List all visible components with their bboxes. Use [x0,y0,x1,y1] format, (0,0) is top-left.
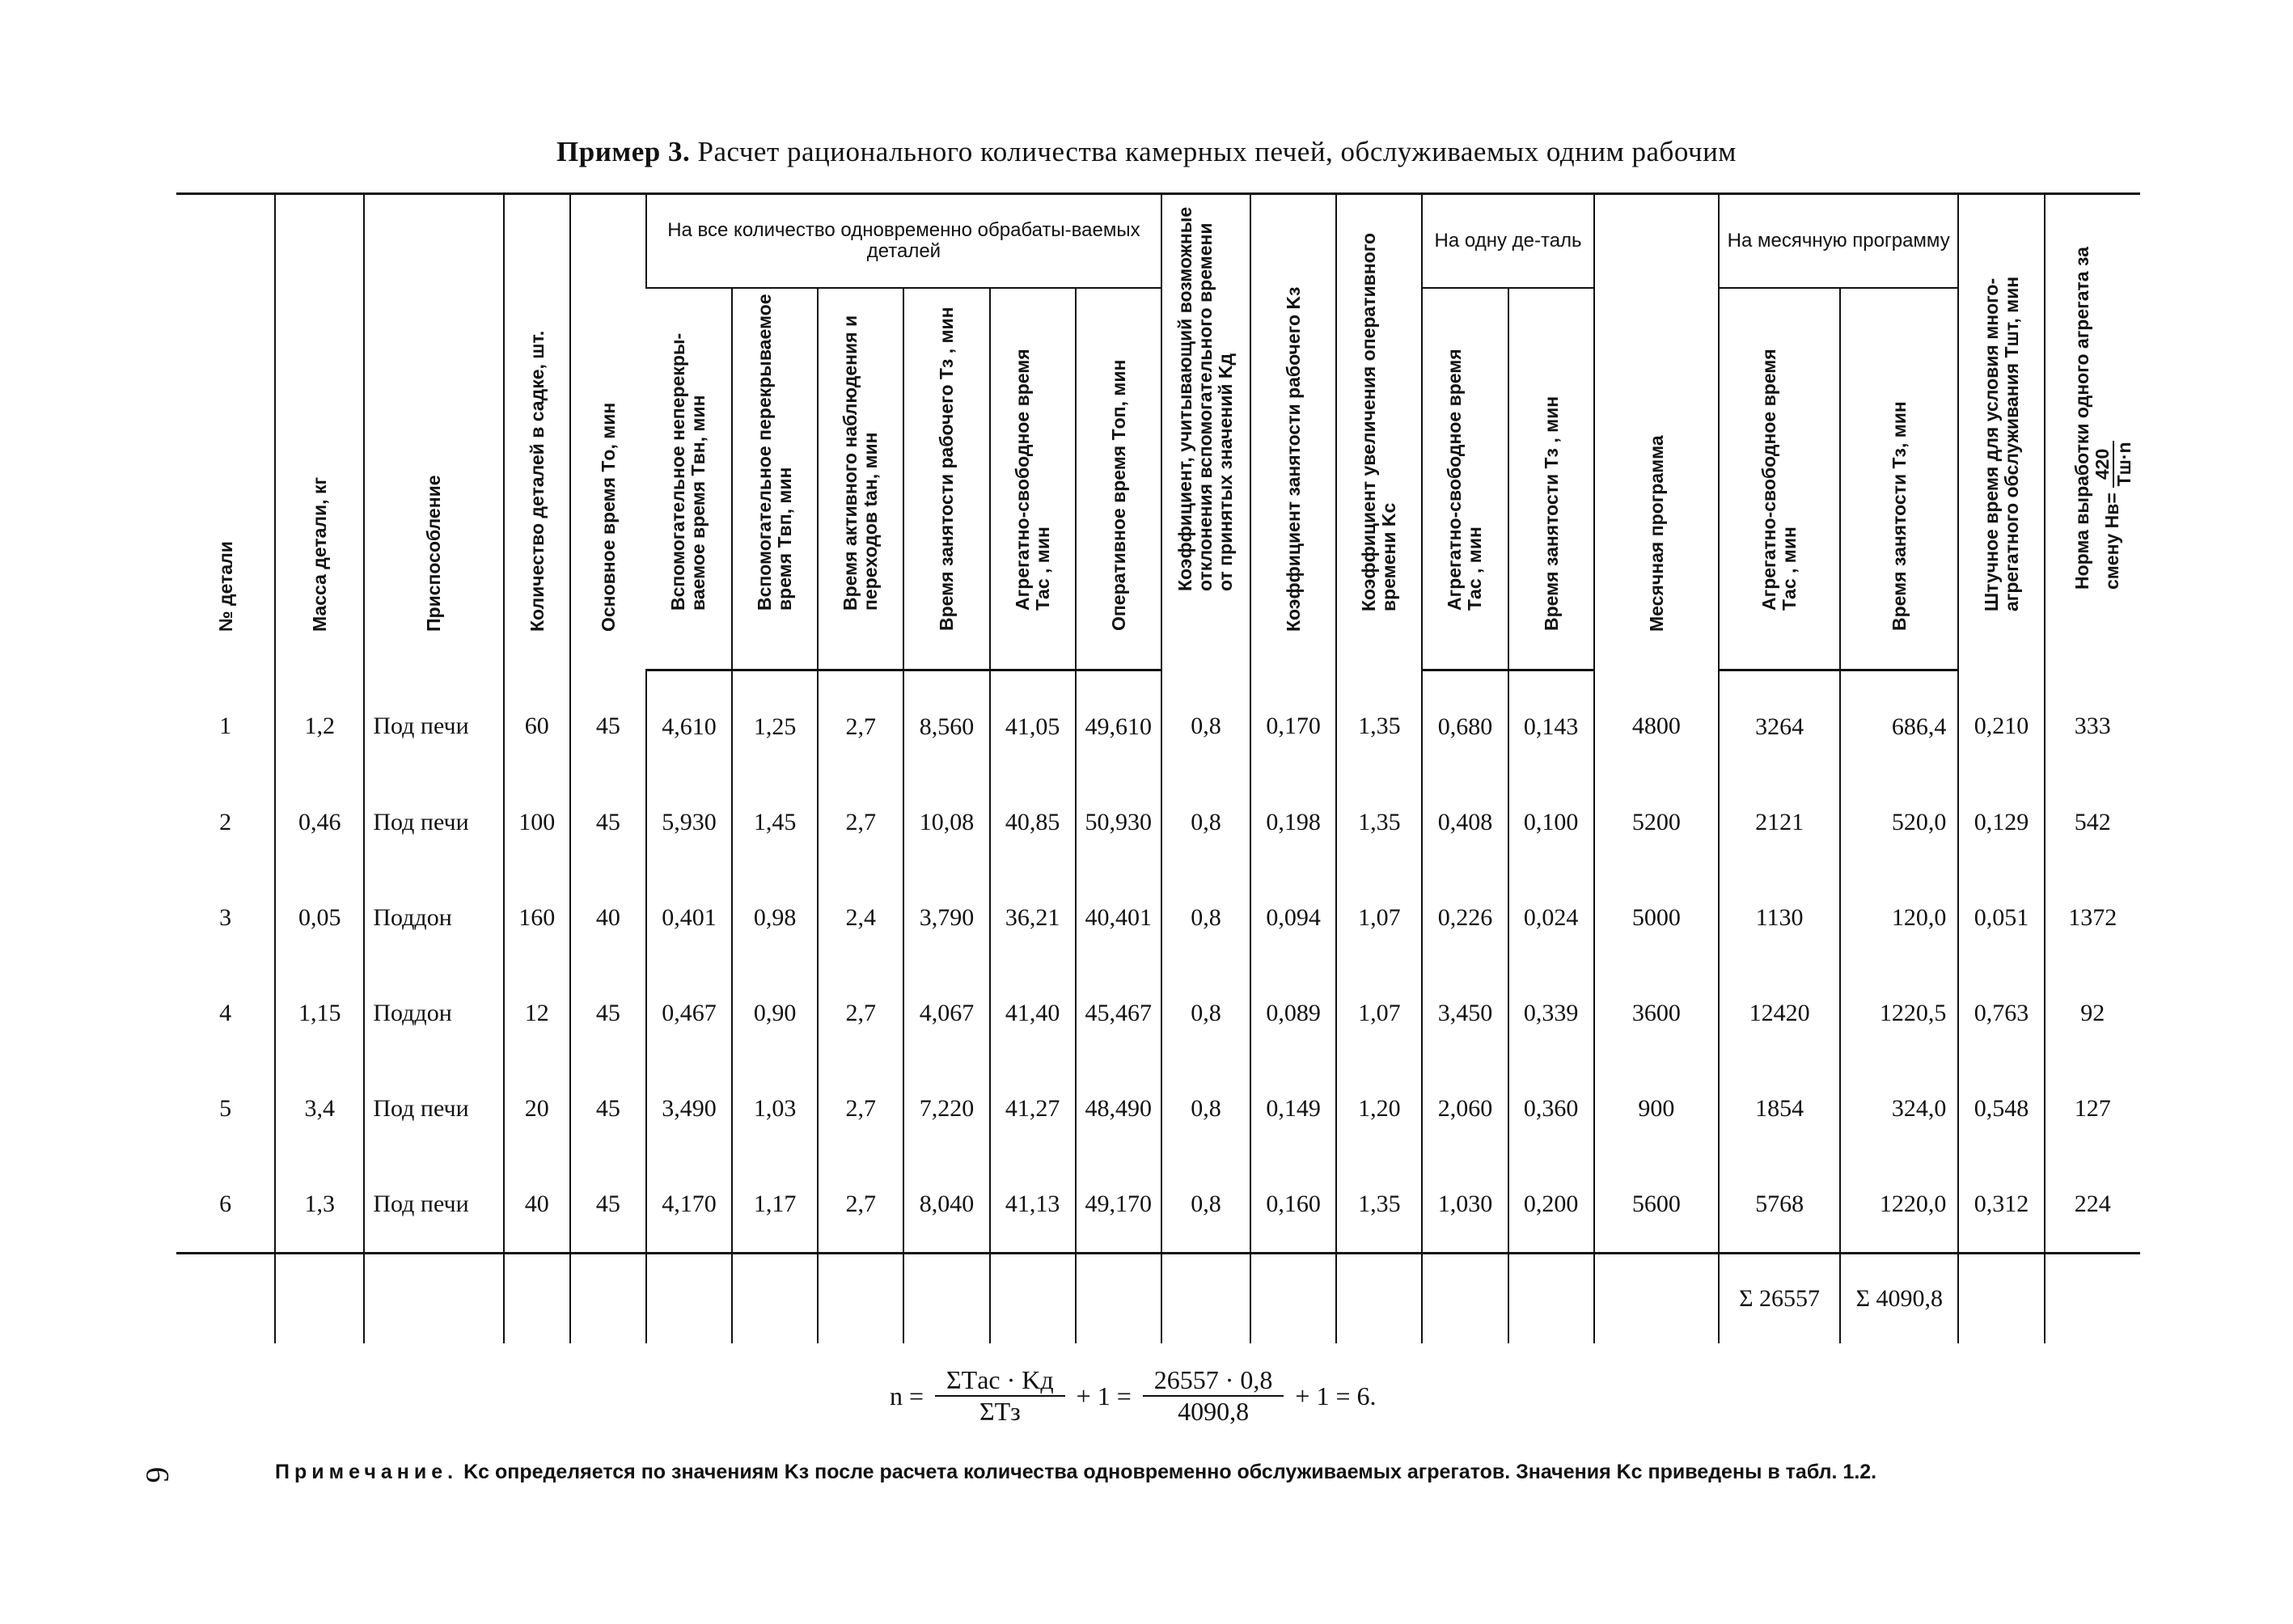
cell-tas: 41,05 [990,670,1076,775]
cell-tas-monthly: 2121 [1719,775,1840,870]
cell-monthly-program: 5600 [1594,1157,1719,1254]
cell-main-time: 45 [570,775,646,870]
cell-tz-monthly: 324,0 [1840,1061,1958,1157]
cell-tz-per-part: 0,360 [1508,1061,1594,1157]
cell-mass: 1,3 [275,1157,364,1254]
cell-kc: 1,07 [1336,870,1422,966]
table-row [176,775,2140,870]
title-text: Расчет рационального количества камерных печей, обслуживаемых одним рабочим [697,136,1737,167]
cell-output-norm: 224 [2045,1157,2140,1254]
header-qty: Количество деталей в садке, шт. [504,194,570,670]
header-kz: Коэффициент занятости рабочего Kз [1250,194,1336,670]
calculation-table [176,192,2140,1343]
cell-main-time: 45 [570,670,646,775]
cell-part-no: 5 [219,1094,232,1122]
cell-tz-monthly: 1220,0 [1840,1157,1958,1254]
cell-tz-per-part: 0,143 [1508,670,1594,775]
cell-piece-time: 0,210 [1958,670,2044,775]
cell-tas-per-part: 3,450 [1422,966,1508,1061]
cell-tz: 10,08 [903,775,989,870]
footnote-label: Примечание. [275,1461,459,1483]
header-fixture: Приспособление [364,194,503,670]
cell-kd: 0,8 [1161,775,1250,870]
cell-tan: 2,7 [818,1157,903,1254]
group-header-monthly: На месячную программу [1719,194,1958,289]
cell-output-norm: 333 [2045,670,2140,775]
page-number: 6 [139,1466,176,1483]
cell-mass: 0,46 [275,775,364,870]
totals-row [176,1253,2140,1343]
cell-tz: 8,040 [903,1157,989,1254]
cell-tan: 2,7 [818,670,903,775]
cell-qty: 160 [504,870,570,966]
cell-kz: 0,089 [1250,966,1336,1061]
cell-mass: 0,05 [275,870,364,966]
footnote-text: Kс определяется по значениям Kз после расчета количества одновременно обслуживаемых агрегатов. Значения Kс приведены в табл. 1.2. [463,1461,1877,1483]
cell-tz-per-part: 0,200 [1508,1157,1594,1254]
cell-main-time: 40 [570,870,646,966]
cell-monthly-program: 900 [1594,1061,1719,1157]
cell-qty: 40 [504,1157,570,1254]
cell-kz: 0,198 [1250,775,1336,870]
cell-fixture: Под печи [364,775,503,870]
cell-tas-per-part: 0,680 [1422,670,1508,775]
formula-fraction-symbolic: ΣTас · Kд ΣTз [935,1365,1065,1427]
cell-piece-time: 0,312 [1958,1157,2044,1254]
cell-part-no: 3 [219,903,232,931]
cell-kd: 0,8 [1161,1157,1250,1254]
cell-tvp: 1,17 [732,1157,818,1254]
header-mass: Масса детали, кг [275,194,364,670]
cell-fixture: Под печи [364,1157,503,1254]
cell-qty: 100 [504,775,570,870]
cell-tas-per-part: 0,408 [1422,775,1508,870]
cell-fixture: Под печи [364,1061,503,1157]
header-tvp: Вспомогательное перекрываемое время Tвп, мин [732,288,818,670]
cell-main-time: 45 [570,966,646,1061]
cell-part-no: 2 [219,808,232,835]
group-header-all-parts: На все количество одновременно обрабаты-ваемых деталей [646,194,1161,289]
cell-tz-monthly: 686,4 [1840,670,1958,775]
cell-kz: 0,094 [1250,870,1336,966]
header-piece-time: Штучное время для условия много- агрегатного обслуживания Tшт, мин [1958,194,2044,670]
cell-tas: 36,21 [990,870,1076,966]
header-kc: Коэффициент увеличения оперативного времени Kс [1336,194,1422,670]
cell-kc: 1,35 [1336,1157,1422,1254]
cell-kz: 0,149 [1250,1061,1336,1157]
cell-main-time: 45 [570,1061,646,1157]
cell-tan: 2,7 [818,1061,903,1157]
cell-part-no: 1 [219,712,232,739]
cell-piece-time: 0,129 [1958,775,2044,870]
cell-tas: 41,27 [990,1061,1076,1157]
cell-tvn: 3,490 [646,1061,732,1157]
cell-output-norm: 127 [2045,1061,2140,1157]
header-tvn: Вспомогательное неперекры- ваемое время Tвн, мин [646,288,732,670]
cell-qty: 12 [504,966,570,1061]
cell-mass: 1,15 [275,966,364,1061]
cell-tas-monthly: 3264 [1719,670,1840,775]
cell-main-time: 45 [570,1157,646,1254]
cell-tvn: 5,930 [646,775,732,870]
table-row [176,1061,2140,1157]
cell-tas: 41,40 [990,966,1076,1061]
cell-top: 49,170 [1076,1157,1161,1254]
cell-tvn: 4,170 [646,1157,732,1254]
cell-tz-per-part: 0,024 [1508,870,1594,966]
table-row [176,670,2140,775]
cell-tz: 4,067 [903,966,989,1061]
cell-tas-monthly: 5768 [1719,1157,1840,1254]
cell-kd: 0,8 [1161,670,1250,775]
cell-monthly-program: 4800 [1594,670,1719,775]
formula [890,1365,1377,1427]
cell-tas: 40,85 [990,775,1076,870]
cell-top: 48,490 [1076,1061,1161,1157]
total-tz: Σ 4090,8 [1840,1253,1958,1343]
page-title [0,136,2293,168]
cell-tvp: 1,03 [732,1061,818,1157]
header-part-no: № детали [176,194,275,670]
table-row [176,966,2140,1061]
cell-tvn: 0,401 [646,870,732,966]
cell-tvn: 4,610 [646,670,732,775]
cell-top: 40,401 [1076,870,1161,966]
cell-kc: 1,35 [1336,775,1422,870]
header-tz: Время занятости рабочего Tз , мин [903,288,989,670]
cell-output-norm: 542 [2045,775,2140,870]
cell-kd: 0,8 [1161,870,1250,966]
cell-tvp: 0,90 [732,966,818,1061]
cell-part-no: 6 [176,1157,275,1254]
cell-tz: 3,790 [903,870,989,966]
header-output-norm: Норма выработки одного агрегата за смену Hв= 420 Tш·n [2045,194,2140,670]
cell-tz-per-part: 0,100 [1508,775,1594,870]
cell-tan: 2,7 [818,966,903,1061]
cell-fixture: Поддон [364,870,503,966]
cell-mass: 1,2 [275,670,364,775]
table-row [176,870,2140,966]
cell-monthly-program: 5000 [1594,870,1719,966]
cell-tz-monthly: 120,0 [1840,870,1958,966]
header-tas-monthly: Агрегатно-свободное время Tас , мин [1719,288,1840,670]
table-row [176,1157,2140,1254]
cell-kc: 1,20 [1336,1061,1422,1157]
cell-kz: 0,160 [1250,1157,1336,1254]
cell-top: 50,930 [1076,775,1161,870]
title-example-label: Пример 3. [556,136,691,167]
cell-piece-time: 0,763 [1958,966,2044,1061]
cell-top: 49,610 [1076,670,1161,775]
cell-tas: 41,13 [990,1157,1076,1254]
cell-kc: 1,07 [1336,966,1422,1061]
cell-qty: 60 [504,670,570,775]
cell-mass: 3,4 [275,1061,364,1157]
cell-tas-per-part: 1,030 [1422,1157,1508,1254]
cell-piece-time: 0,051 [1958,870,2044,966]
cell-top: 45,467 [1076,966,1161,1061]
formula-result: + 1 = 6. [1295,1381,1377,1410]
cell-fixture: Поддон [364,966,503,1061]
cell-output-norm: 1372 [2045,870,2140,966]
cell-tz: 7,220 [903,1061,989,1157]
cell-tan: 2,4 [818,870,903,966]
cell-tz-per-part: 0,339 [1508,966,1594,1061]
cell-tz: 8,560 [903,670,989,775]
norm-fraction: 420 Tш·n [2092,442,2135,487]
cell-tan: 2,7 [818,775,903,870]
cell-kd: 0,8 [1161,966,1250,1061]
cell-tas-monthly: 1130 [1719,870,1840,966]
cell-tvp: 1,45 [732,775,818,870]
cell-tas-per-part: 2,060 [1422,1061,1508,1157]
cell-tvn: 0,467 [646,966,732,1061]
cell-tz-monthly: 1220,5 [1840,966,1958,1061]
formula-fraction-numeric: $\frac{26557 \cdot 0,8}{4090,8}$ [1143,1365,1284,1427]
cell-qty: 20 [504,1061,570,1157]
cell-tas-monthly: 12420 [1719,966,1840,1061]
cell-kd: 0,8 [1161,1061,1250,1157]
total-tas: Σ 26557 [1719,1253,1840,1343]
header-tas-per-part: Агрегатно-свободное время Tас , мин [1422,288,1508,670]
group-header-per-part: На одну де-таль [1422,194,1593,289]
cell-tas-monthly: 1854 [1719,1061,1840,1157]
cell-part-no: 4 [219,999,232,1026]
cell-tz-monthly: 520,0 [1840,775,1958,870]
header-tz-monthly: Время занятости Tз, мин [1840,288,1958,670]
header-main-time: Основное время Tо, мин [570,194,646,670]
header-monthly-program: Месячная программа [1594,194,1719,670]
cell-tvp: 0,98 [732,870,818,966]
cell-fixture: Под печи [364,670,503,775]
formula-lhs: n = [890,1381,924,1410]
cell-tvp: 1,25 [732,670,818,775]
footnote [275,1461,1876,1484]
cell-monthly-program: 3600 [1594,966,1719,1061]
cell-tas-per-part: 0,226 [1422,870,1508,966]
cell-piece-time: 0,548 [1958,1061,2044,1157]
header-tz-per-part: Время занятости Tз , мин [1508,288,1594,670]
formula-plus-one: + 1 = [1076,1381,1132,1410]
header-tas: Агрегатно-свободное время Tас , мин [990,288,1076,670]
header-tan: Время активного наблюдения и переходов tан, мин [818,288,903,670]
cell-output-norm: 92 [2045,966,2140,1061]
cell-kc: 1,35 [1336,670,1422,775]
header-top: Оперативное время Tоп, мин [1076,288,1161,670]
cell-monthly-program: 5200 [1594,775,1719,870]
cell-kz: 0,170 [1250,670,1336,775]
header-kd: Коэффициент, учитывающий возможные отклонения вспомогательного времени от принятых значений Kд [1161,194,1250,670]
